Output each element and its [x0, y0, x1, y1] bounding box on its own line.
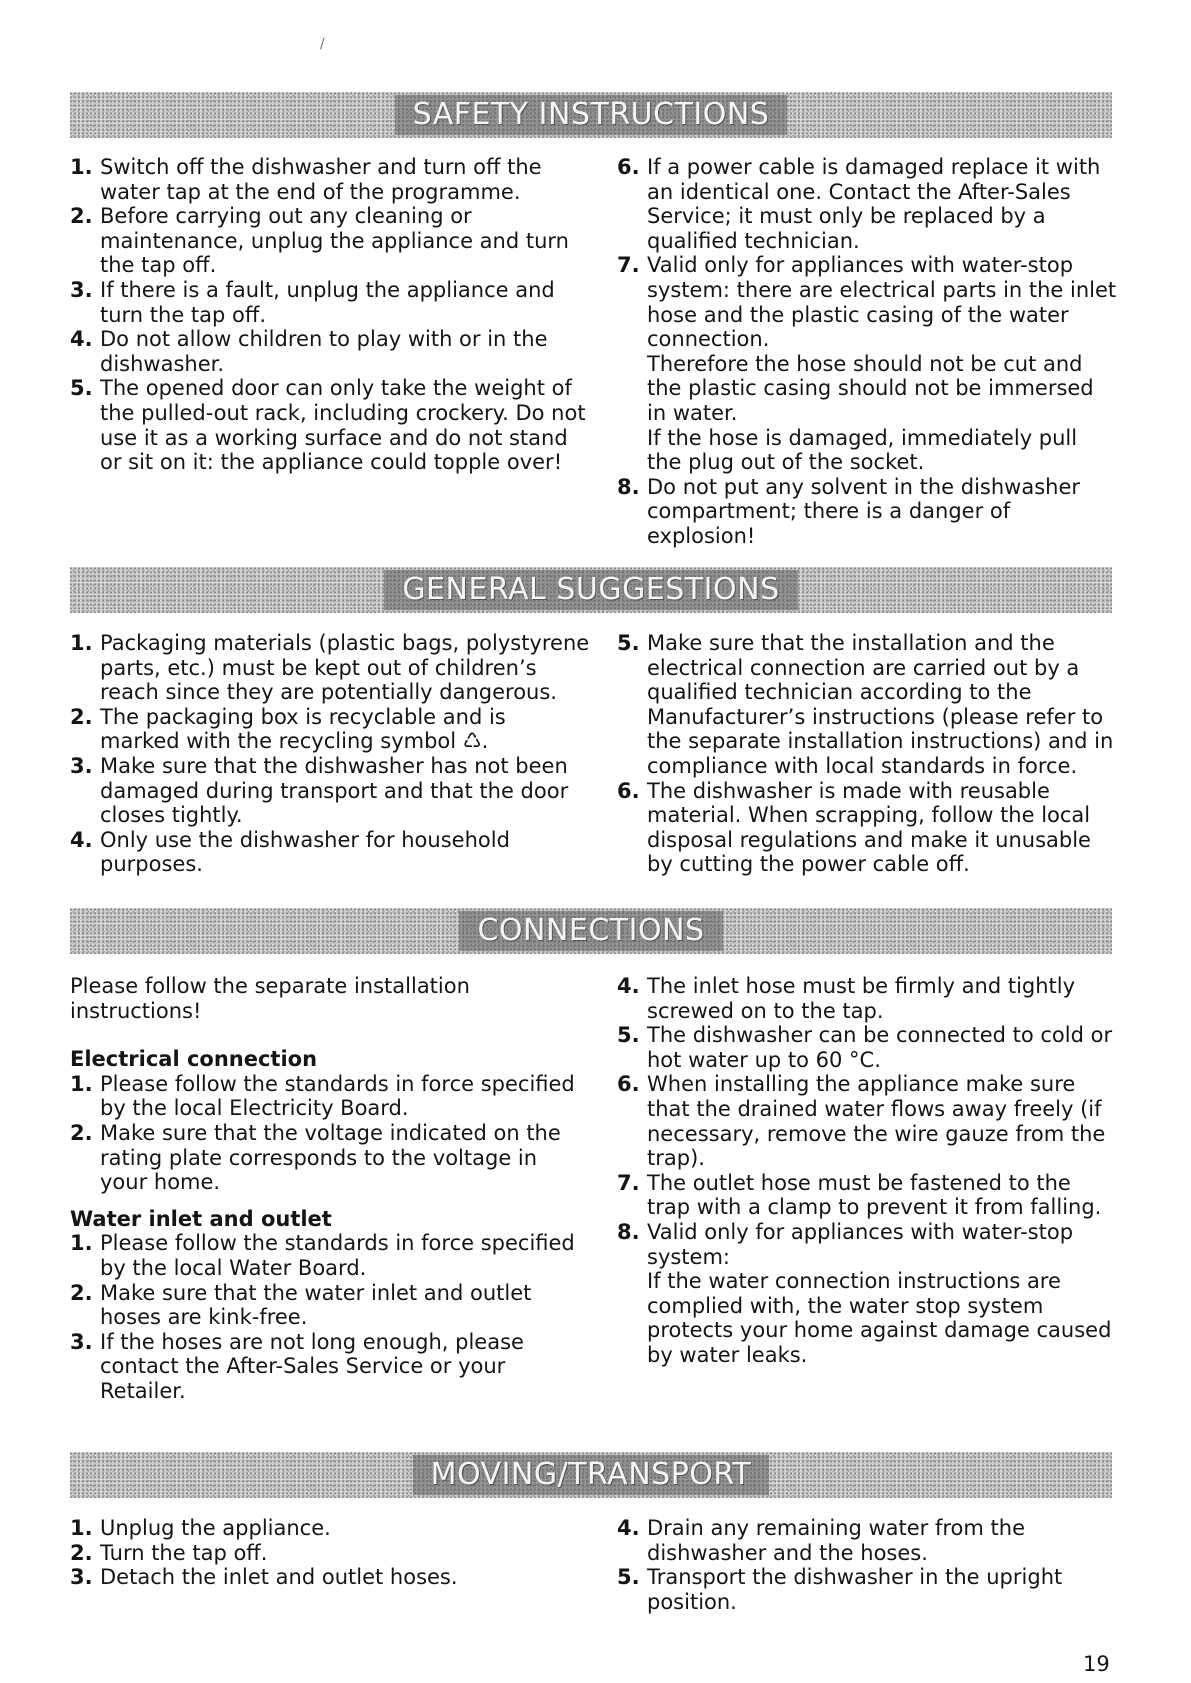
- scan-mark: /: [320, 36, 325, 52]
- general-banner: [70, 567, 1112, 613]
- moving-left-column: [70, 1516, 590, 1590]
- safety-title: SAFETY INSTRUCTIONS: [395, 95, 788, 135]
- list-item: 1. Please follow the standards in force specified by the local Water Board.: [70, 1231, 575, 1280]
- list-item: 2. Before carrying out any cleaning or maintenance, unplug the appliance and turn the tap off.: [70, 204, 569, 278]
- list-item: 1. Unplug the appliance.: [70, 1516, 331, 1540]
- general-title: GENERAL SUGGESTIONS: [384, 570, 797, 610]
- connections-intro: Please follow the separate installation instructions!: [70, 974, 470, 1023]
- list-item: 8. Valid only for appliances with water-stop system: If the water connection instructions are complied with, the water stop system protects your home against damage caused by water leaks.: [617, 1219, 1112, 1367]
- list-item: 6. The dishwasher is made with reusable material. When scrapping, follow the local disposal regulations and make it unusable by cutting the power cable off.: [617, 778, 1091, 877]
- list-item: 3. Make sure that the dishwasher has not been damaged during transport and that the door closes tightly.: [70, 753, 569, 828]
- list-item: 4. Only use the dishwasher for household purposes.: [70, 827, 510, 877]
- connections-right-column: [617, 974, 1117, 1368]
- connections-title: CONNECTIONS: [459, 911, 722, 951]
- safety-right-column: [617, 155, 1117, 549]
- list-item: 2. Turn the tap off.: [70, 1540, 268, 1565]
- list-item: 3. If the hoses are not long enough, please contact the After-Sales Service or your Retailer.: [70, 1329, 524, 1403]
- list-item: 5. The opened door can only take the weight of the pulled-out rack, including crockery. Do not use it as a working surface and do not stand or sit on it: the appliance could topple over!: [70, 376, 586, 475]
- list-item: 1. Switch off the dishwasher and turn off the water tap at the end of the programme.: [70, 155, 542, 204]
- general-right-column: [617, 631, 1117, 877]
- list-item: 3. If there is a fault, unplug the appliance and turn the tap off.: [70, 277, 555, 327]
- connections-left-column: [70, 974, 590, 1404]
- list-item: 1. Packaging materials (plastic bags, polystyrene parts, etc.) must be kept out of children’s reach since they are potentially dangerous.: [70, 631, 590, 705]
- page-number: 19: [1083, 1652, 1110, 1676]
- list-item: 6. If a power cable is damaged replace it with an identical one. Contact the After-Sales Service; it must only be replaced by a qualified technician.: [617, 155, 1101, 253]
- list-item: 4. Drain any remaining water from the dishwasher and the hoses.: [617, 1516, 1025, 1565]
- list-item: 2. Make sure that the voltage indicated on the rating plate corresponds to the voltage in your home.: [70, 1120, 561, 1195]
- list-item: 7. The outlet hose must be fastened to the trap with a clamp to prevent it from falling.: [617, 1170, 1102, 1220]
- safety-banner: [70, 92, 1112, 138]
- list-item: 2. Make sure that the water inlet and outlet hoses are kink-free.: [70, 1280, 532, 1330]
- list-item: 5. Transport the dishwasher in the upright position.: [617, 1565, 1063, 1614]
- list-item: 5. Make sure that the installation and the electrical connection are carried out by a qualified technician according to the Manufacturer’s instructions (please refer to the separate installation instructions) and in compliance with local standards in force.: [617, 631, 1114, 778]
- safety-left-column: [70, 155, 590, 475]
- list-item: 1. Please follow the standards in force specified by the local Electricity Board.: [70, 1071, 575, 1121]
- moving-title: MOVING/TRANSPORT: [413, 1455, 770, 1495]
- list-item: 5. The dishwasher can be connected to cold or hot water up to 60 °C.: [617, 1023, 1113, 1072]
- list-item: 6. When installing the appliance make sure that the drained water flows away freely (if necessary, remove the wire gauze from the trap).: [617, 1072, 1106, 1171]
- electrical-heading: Electrical connection: [70, 1047, 318, 1072]
- moving-banner: [70, 1452, 1112, 1498]
- general-left-column: [70, 631, 590, 877]
- connections-banner: [70, 908, 1112, 954]
- list-item: 3. Detach the inlet and outlet hoses.: [70, 1565, 458, 1590]
- list-item: 7. Valid only for appliances with water-stop system: there are electrical parts in the inlet hose and the plastic casing of the water connection. Therefore the hose should not be cut and the plastic casing should not be immersed in water. If the hose is damaged, immediately pull the plug out of the socket.: [617, 253, 1117, 475]
- list-item: 4. Do not allow children to play with or in the dishwasher.: [70, 327, 548, 376]
- list-item: 4. The inlet hose must be firmly and tightly screwed on to the tap.: [617, 974, 1076, 1023]
- water-heading: Water inlet and outlet: [70, 1206, 332, 1231]
- list-item: 2. The packaging box is recyclable and is marked with the recycling symbol ♺.: [70, 704, 506, 754]
- moving-right-column: [617, 1516, 1117, 1614]
- list-item: 8. Do not put any solvent in the dishwasher compartment; there is a danger of explosion!: [617, 474, 1081, 548]
